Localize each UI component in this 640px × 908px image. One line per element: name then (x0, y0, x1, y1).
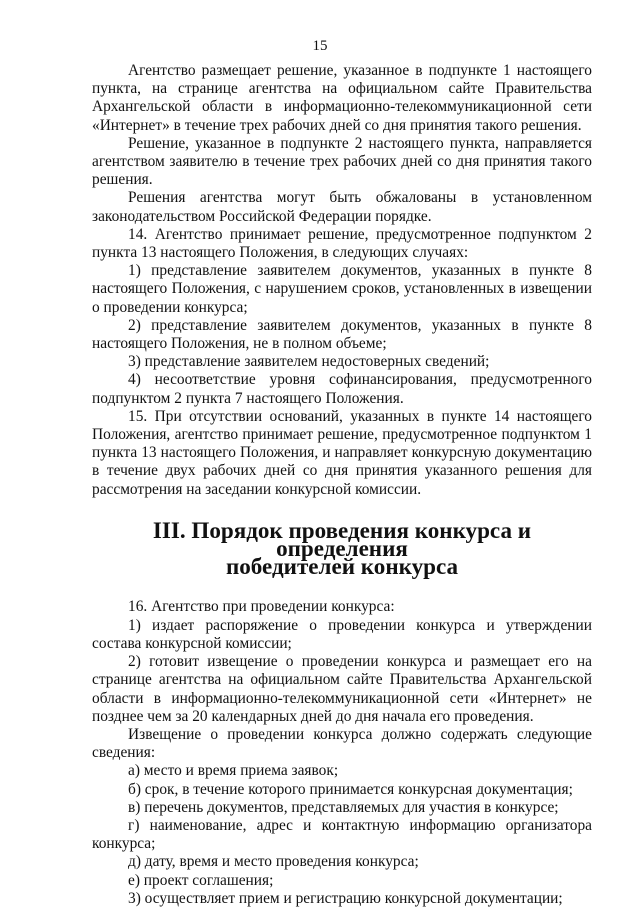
list-item: 2) готовит извещение о проведении конкурса и размещает его на странице агентства на официальном сайте Правительства Архангельской области в информационно-телекоммуникационной сети «Интернет» не позднее чем за 20 календарных дней до дня начала его проведения. (92, 653, 592, 725)
document-body (92, 62, 592, 908)
paragraph: Извещение о проведении конкурса должно содержать следующие сведения: (92, 725, 592, 762)
list-item: б) срок, в течение которого принимается конкурсная документация; (128, 780, 573, 798)
list-item: 4) несоответствие уровня софинансирования, предусмотренного подпунктом 2 пункта 7 настоящего Положения. (92, 371, 592, 407)
list-item: 1) представление заявителем документов, указанных в пункте 8 настоящего Положения, с нарушением сроков, установленных в извещении о проведении конкурса; (92, 262, 592, 316)
list-item: в) перечень документов, представляемых для участия в конкурсе; (128, 798, 559, 816)
list-item: е) проект соглашения; (128, 871, 274, 889)
list-item: 2) представление заявителем документов, указанных в пункте 8 настоящего Положения, не в полном объеме; (92, 316, 592, 353)
list-item: 3) осуществляет прием и регистрацию конкурсной документации; (128, 889, 563, 907)
list-item: а) место и время приема заявок; (128, 762, 339, 780)
list-item: 3) представление заявителем недостоверных сведений; (128, 353, 490, 371)
paragraph: Решения агентства могут быть обжалованы в установленном законодательством Российской Федерации порядке. (92, 189, 592, 225)
list-item: г) наименование, адрес и контактную информацию организатора конкурса; (92, 816, 592, 853)
section-heading (92, 516, 592, 580)
list-item: д) дату, время и место проведения конкурса; (128, 853, 419, 871)
paragraph: 14. Агентство принимает решение, предусмотренное подпунктом 2 пункта 13 настоящего Положения, в следующих случаях: (92, 225, 592, 262)
paragraph: Агентство размещает решение, указанное в подпункте 1 настоящего пункта, на странице агентства на официальном сайте Правительства Архангельской области в информационно-телекоммуникационной сети «Интернет» в течение трех рабочих дней со дня принятия такого решения. (92, 62, 592, 134)
section-heading-line-1: III. Порядок проведения конкурса и определения (152, 516, 532, 562)
section-heading-line-2: победителей конкурса (225, 553, 459, 580)
paragraph: 15. При отсутствии оснований, указанных в пункте 14 настоящего Положения, агентство принимает решение, предусмотренное подпунктом 1 пункта 13 настоящего Положения, и направляет конкурсную документацию в течение двух рабочих дней со дня принятия указанного решения для рассмотрения на заседании конкурсной комиссии. (92, 407, 592, 498)
paragraph: Решение, указанное в подпункте 2 настоящего пункта, направляется агентством заявителю в течение трех рабочих дней со дня принятия такого решения. (92, 134, 592, 189)
paragraph: 16. Агентство при проведении конкурса: (128, 598, 395, 616)
list-item: 1) издает распоряжение о проведении конкурса и утверждении состава конкурсной комиссии; (92, 616, 592, 652)
page-number: 15 (312, 38, 328, 54)
